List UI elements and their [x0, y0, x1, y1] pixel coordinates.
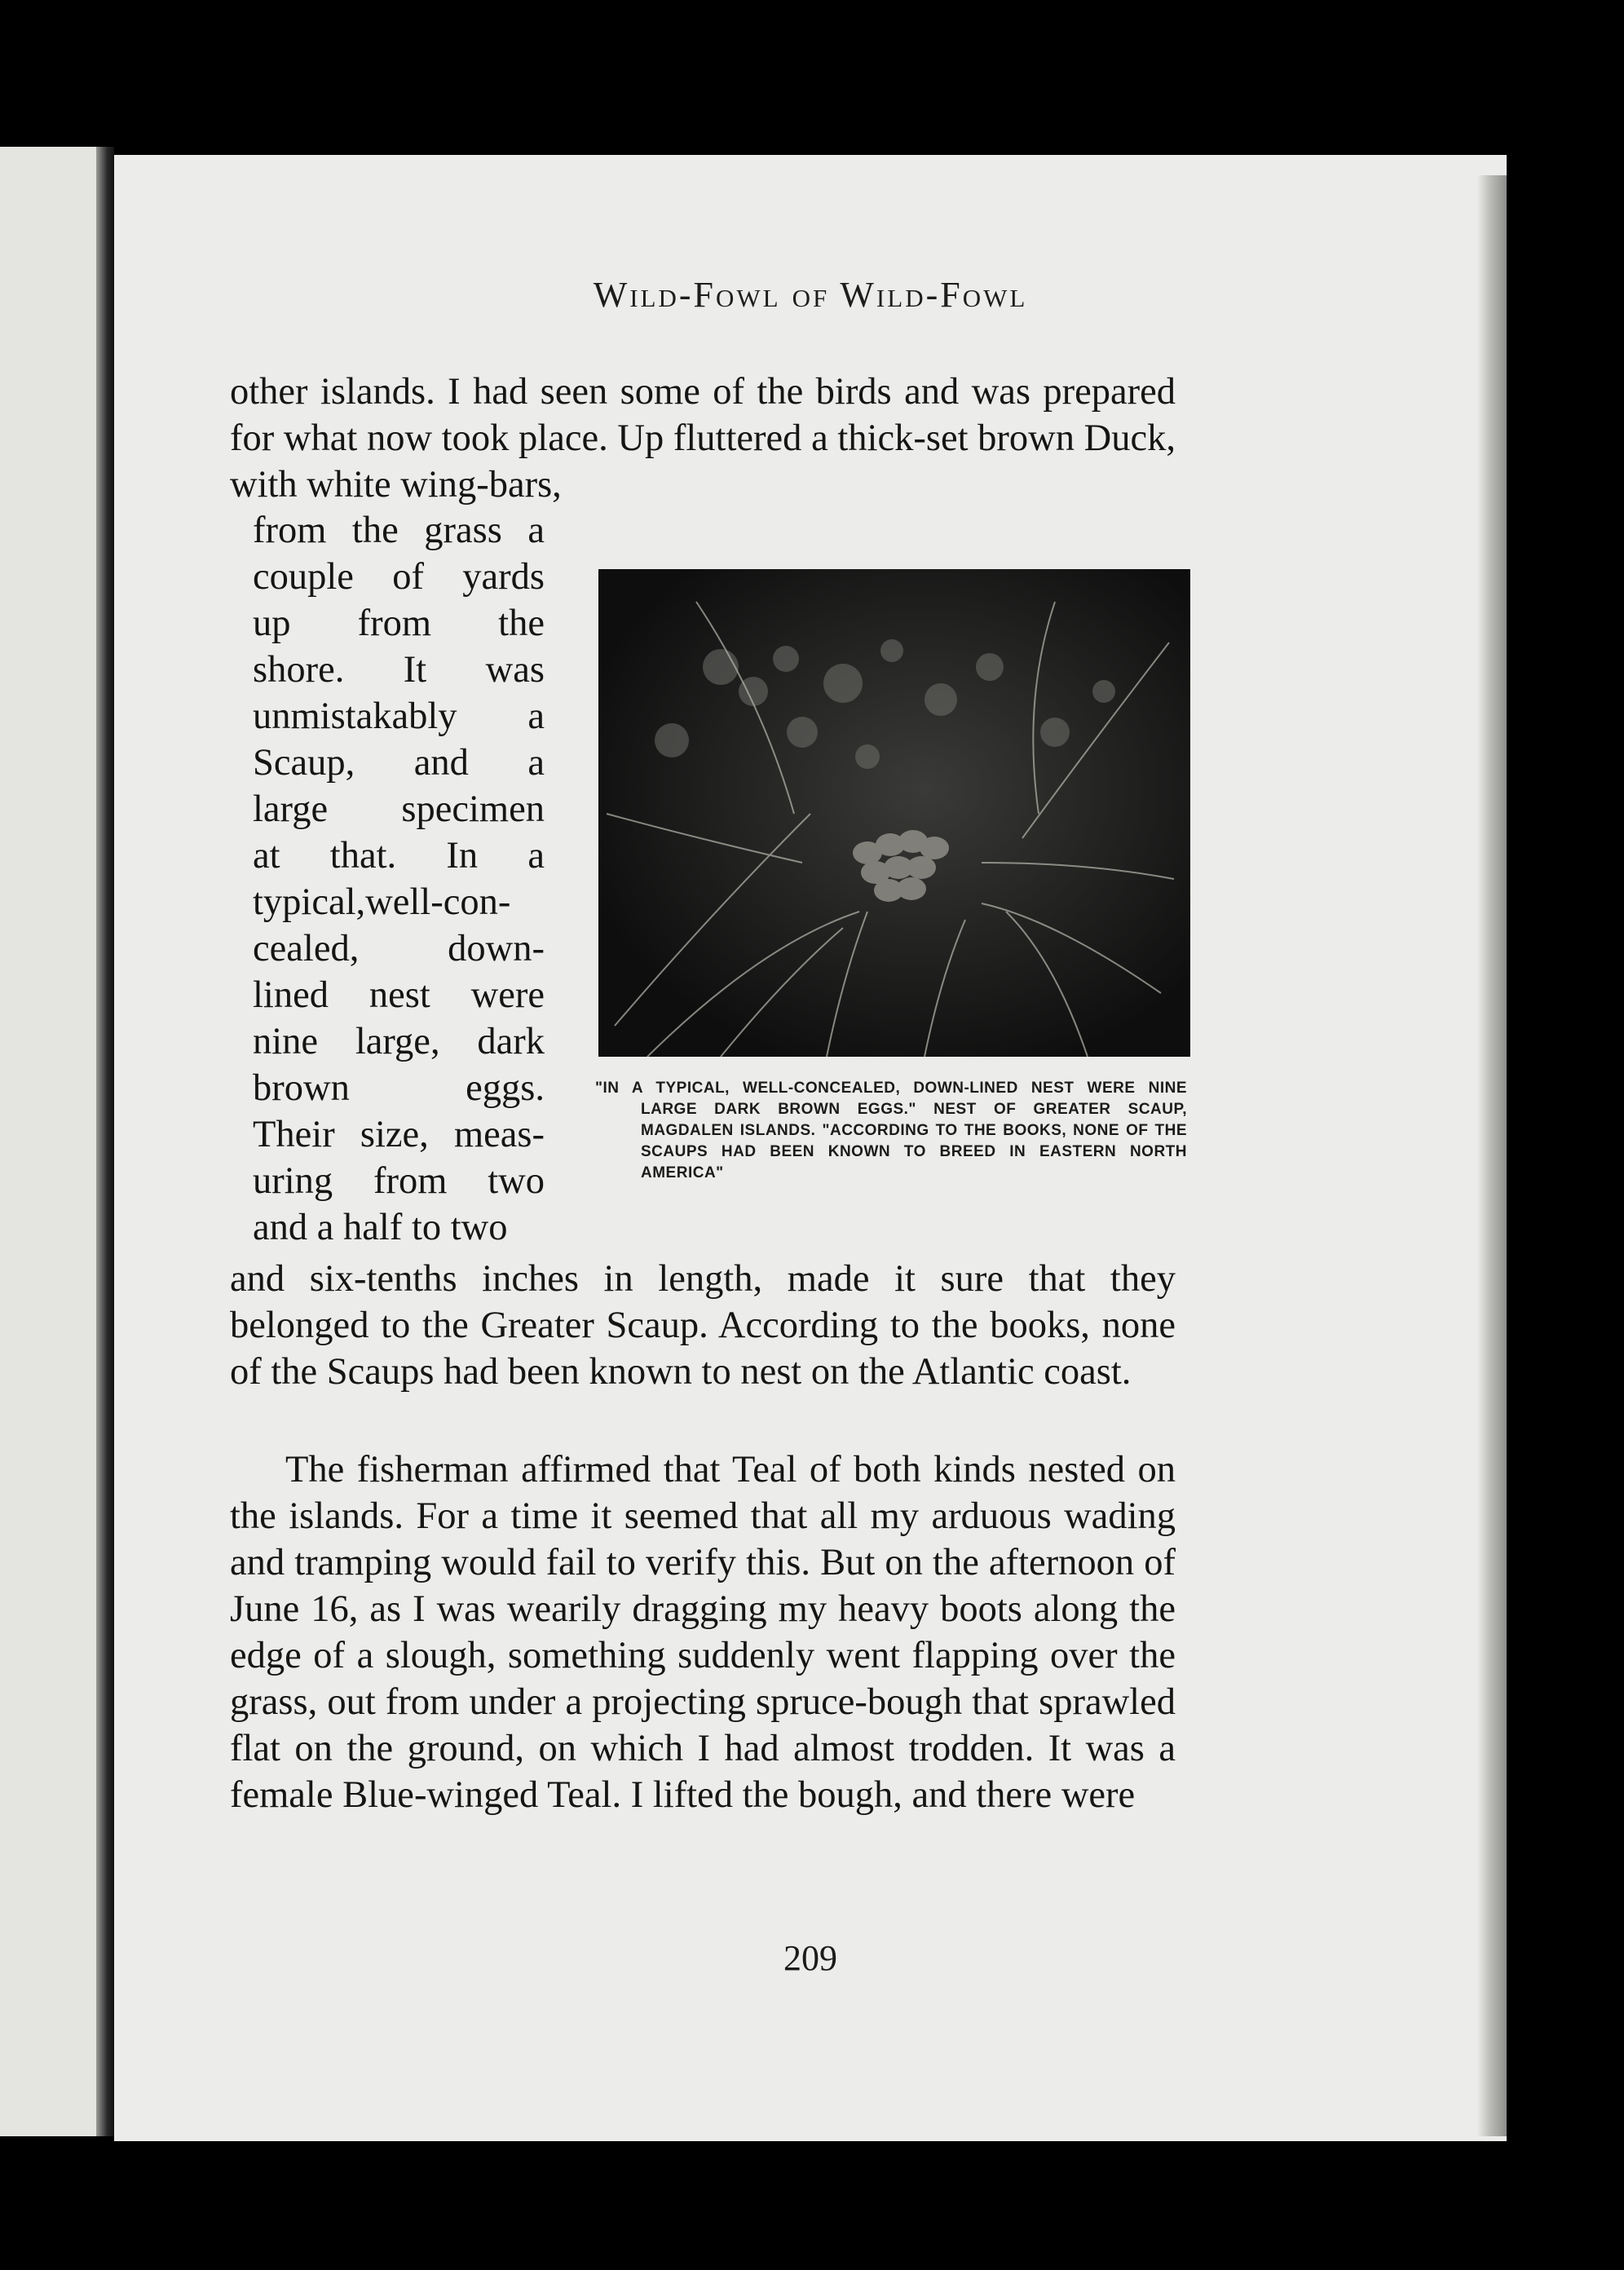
wrap-line: uring from two — [253, 1160, 545, 1202]
photo-caption: "IN A TYPICAL, WELL-CONCEALED, DOWN-LINED NEST WERE NINE LARGE DARK BROWN EGGS." NEST OF GREATER SCAUP, MAGDALEN ISLANDS. "ACCORDING TO THE BOOKS, NONE OF THE SCAUPS HAD BEEN KNOWN TO BREED IN EASTERN NORTH AMERICA" — [595, 1080, 1187, 1181]
wrap-line: Scaup, and a — [253, 742, 545, 784]
wrap-line: and a half to two — [253, 1207, 508, 1248]
wrap-line: typical,well-con- — [253, 881, 511, 923]
paragraph-1-top: other islands. I had seen some of the birds and was prepared for what now took place. Up fluttered a thick-set brown Duck, with white wing-bars, — [230, 371, 1176, 506]
wrap-line: from the grass a — [253, 510, 545, 551]
page-number: 209 — [783, 1938, 837, 1978]
wrapped-text-column — [253, 507, 545, 1251]
wrap-line: at that. In a — [253, 835, 545, 877]
wrap-line: couple of yards — [253, 556, 545, 598]
book-gutter — [96, 147, 114, 2136]
wrap-line: unmistakably a — [253, 696, 545, 737]
paragraph-2: The fisherman affirmed that Teal of both kinds nested on the islands. For a time it seemed that all my arduous wading and tramping would fail to verify this. But on the afternoon of June 16, as I was wearily dragging my heavy boots along the edge of a slough, something suddenly went flapping over the grass, out from under a projecting spruce-bough that sprawled flat on the ground, on which I had almost trodden. It was a female Blue-winged Teal. I lifted the bough, and there were — [230, 1449, 1176, 1816]
running-head: Wild-Fowl of Wild-Fowl — [593, 275, 1028, 315]
wrap-line: lined nest were — [253, 974, 545, 1016]
wrap-line: cealed, down- — [253, 928, 545, 969]
wrap-line: up from the — [253, 603, 545, 644]
wrap-line: Their size, meas- — [253, 1114, 545, 1155]
page-edge-shadow — [1477, 175, 1507, 2136]
wrap-line: large specimen — [253, 788, 545, 830]
wrap-line: nine large, dark — [253, 1021, 545, 1062]
wrap-line: brown eggs. — [253, 1067, 545, 1109]
wrap-line: shore. It was — [253, 649, 545, 691]
paragraph-1-bottom: and six-tenths inches in length, made it sure that they belonged to the Greater Scaup. According to the books, none of the Scaups had been known to nest on the Atlantic coast. — [230, 1258, 1176, 1393]
nest-photograph — [598, 569, 1190, 1057]
